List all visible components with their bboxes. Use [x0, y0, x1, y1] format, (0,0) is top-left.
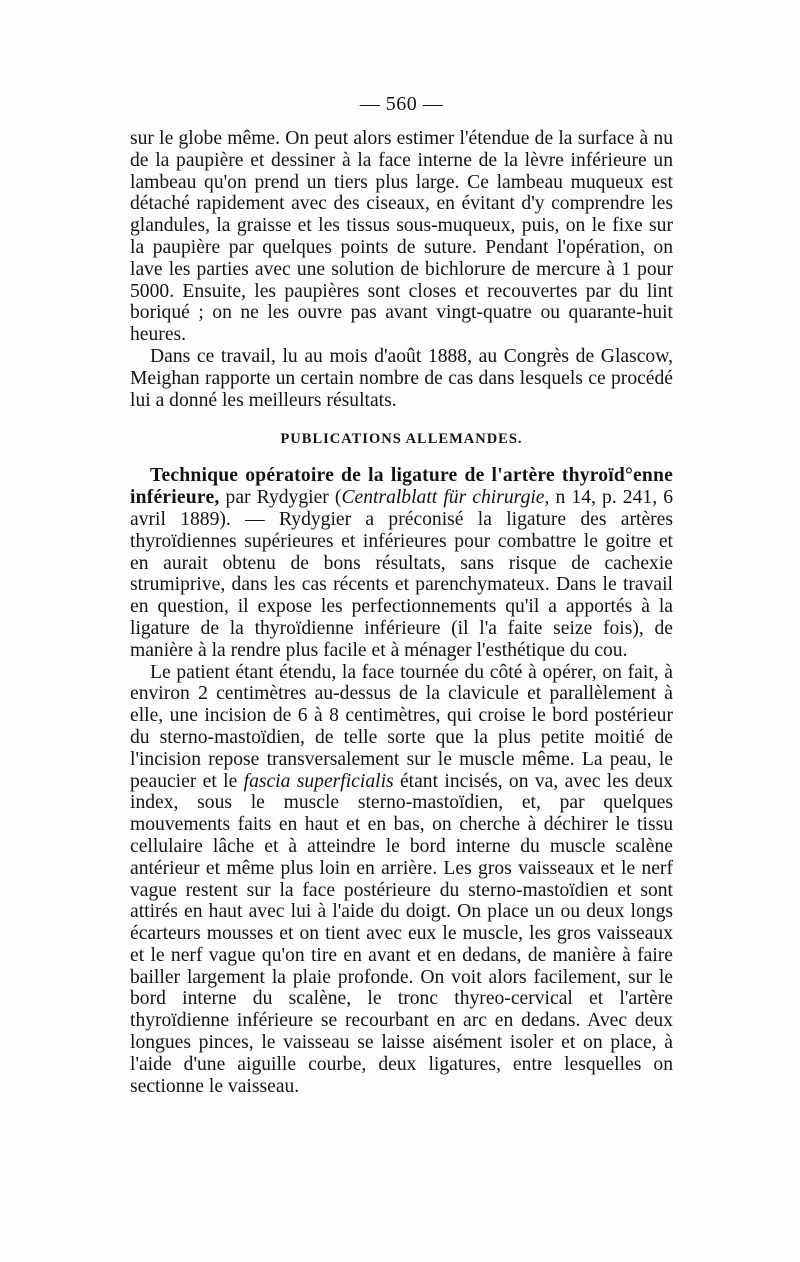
body-paragraph: [130, 662, 673, 1098]
body-text-part-1: Le patient étant étendu, la face tournée du côté à opérer, on fait, à environ 2 centimètres au-dessus de la clavicule et parallèlement à elle, une incision de 6 à 8 centimètres, qui croise le bord postérieur du sterno-mastoïdien, de telle sorte que la plus petite moitié de l'incision repose transversalement sur le muscle même. La peau, le peaucier et le: [130, 661, 673, 792]
page-number: — 560 —: [359, 93, 444, 115]
article-paragraph: [130, 465, 673, 661]
journal-name: Centralblatt für chirurgie,: [341, 487, 550, 509]
intro-paragraph-1: sur le globe même. On peut alors estimer l'étendue de la surface à nu de la paupière et dessiner à la face interne de la lèvre inférieure un lambeau qu'on prend un tiers plus large. Ce lambeau muqueux est détaché rapidement avec des ciseaux, en évitant d'y comprendre les glandules, la graisse et les tissus sous-muqueux, puis, on le fixe sur la paupière par quelques points de suture. Pendant l'opération, on lave les parties avec une solution de bichlorure de mercure à 1 pour 5000. Ensuite, les paupières sont closes et recouvertes par du lint boriqué ; on ne les ouvre pas avant vingt-quatre ou quarante-huit heures.: [130, 128, 673, 346]
text-column: [130, 90, 673, 1097]
italic-term: fascia superficialis: [243, 770, 394, 792]
article-author: par Rydygier (: [219, 487, 342, 509]
body-text-part-2: étant incisés, on va, avec les deux index, sous le muscle sterno-mastoïdien, et, par quelques mouvements faits en haut et en bas, on cherche à déchirer le tissu cellulaire lâche et à atteindre le bord interne du muscle scalène antérieur et même plus loin en arrière. Les gros vaisseaux et le nerf vague restent sur la face postérieure du sterno-mastoïdien et sont attirés en haut avec lui à l'aide du doigt. On place un ou deux longs écarteurs mousses et on tient avec eux le muscle, les gros vaisseaux et le nerf vague qu'on tire en avant et en dedans, de manière à faire bailler largement la plaie profonde. On voit alors facilement, sur le bord interne du scalène, le tronc thyreo-cervical et l'artère thyroïdienne inférieure se recourbant en arc en dedans. Avec deux longues pinces, le vaisseau se laisse aisément isoler et on place, à l'aide d'une aiguille courbe, deux ligatures, entre lesquelles on sectionne le vaisseau.: [130, 770, 673, 1097]
article-title: Technique opératoire de la ligature de l'artère thyroïd°enne inférieure,: [130, 465, 673, 509]
article-citation-text: n 14, p. 241, 6 avril 1889). — Rydygier a préconisé la ligature des artères thyroïdiennes supérieures et inférieures pour combattre le goitre et en aurait obtenu de bons résultats, sans risque de cachexie strumiprive, dans les cas récents et parenchymateux. Dans le travail en question, il expose les perfectionnements qu'il a apportés à la ligature de la thyroïdienne inférieure (il l'a faite seize fois), de manière à la rendre plus facile et à ménager l'esthétique du cou.: [130, 487, 673, 661]
section-heading: PUBLICATIONS ALLEMANDES.: [280, 431, 523, 448]
intro-paragraph-2: Dans ce travail, lu au mois d'août 1888, au Congrès de Glascow, Meighan rapporte un certain nombre de cas dans lesquels ce procédé lui a donné les meilleurs résultats.: [130, 345, 673, 411]
